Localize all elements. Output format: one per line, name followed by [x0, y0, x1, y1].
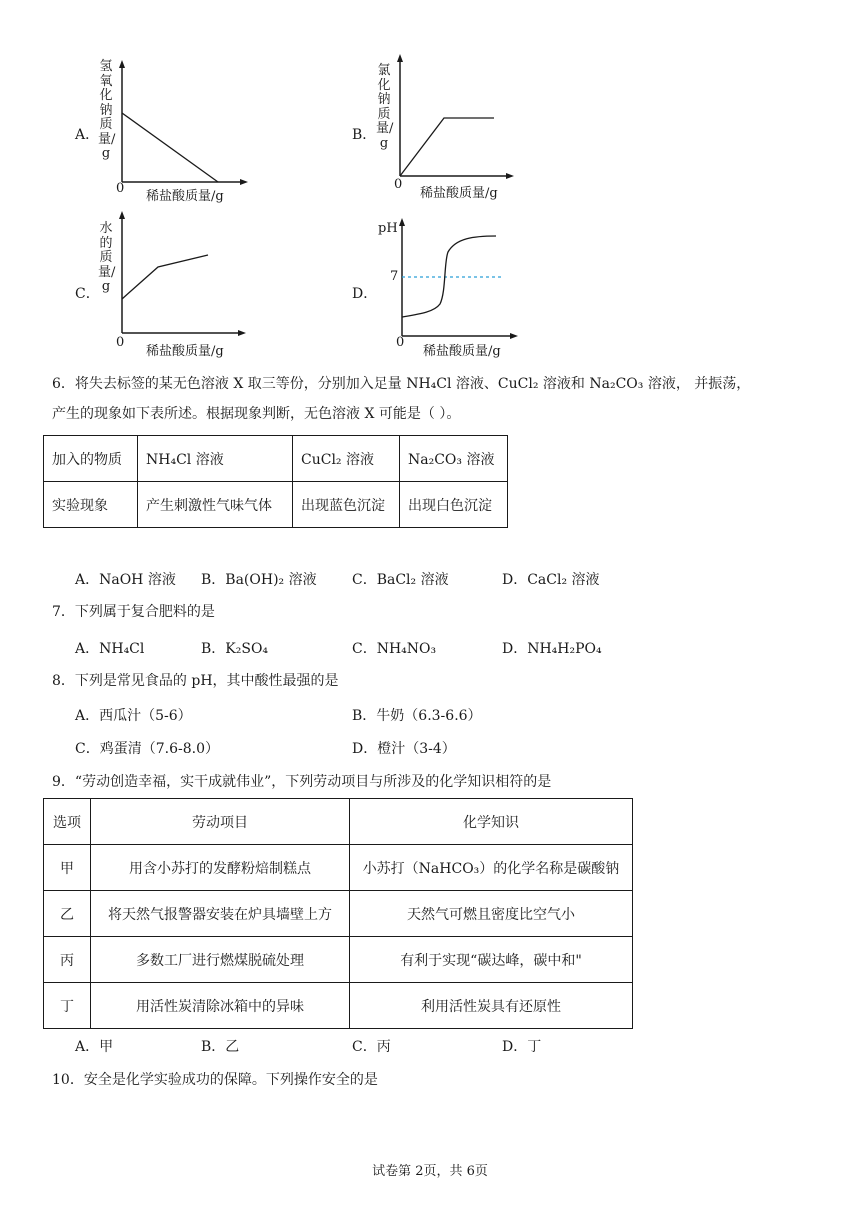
table-cell: 用含小苏打的发酵粉焙制糕点: [91, 845, 350, 891]
table-row: [44, 983, 633, 1029]
q9-option-c[interactable]: C．丙: [352, 1039, 391, 1055]
q6-table: [43, 435, 508, 528]
table-cell: 多数工厂进行燃煤脱硫处理: [91, 937, 350, 983]
table-row: [44, 799, 633, 845]
graph-b-xlabel: 稀盐酸质量/g: [420, 186, 498, 201]
table-cell: NH₄Cl 溶液: [138, 436, 293, 482]
graph-c-ylabel: 水的质量/g: [98, 221, 116, 294]
graph-d-xlabel: 稀盐酸质量/g: [423, 344, 501, 359]
table-cell: 甲: [44, 845, 91, 891]
table-cell: 产生刺激性气味气体: [138, 482, 293, 528]
graph-c-curve: [122, 255, 208, 299]
table-header: 选项: [44, 799, 91, 845]
table-cell: 实验现象: [44, 482, 138, 528]
q6-option-a[interactable]: A．NaOH 溶液: [75, 572, 176, 588]
table-header: 化学知识: [350, 799, 633, 845]
table-cell: 丁: [44, 983, 91, 1029]
option-a-letter: A．: [75, 127, 100, 143]
table-cell: 利用活性炭具有还原性: [350, 983, 633, 1029]
q7-option-c[interactable]: C．NH₄NO₃: [352, 641, 437, 657]
graph-d: [390, 212, 550, 352]
table-cell: 用活性炭清除冰箱中的异味: [91, 983, 350, 1029]
q9-option-d[interactable]: D．丁: [502, 1039, 542, 1055]
table-cell: Na₂CO₃ 溶液: [400, 436, 508, 482]
table-cell: CuCl₂ 溶液: [293, 436, 400, 482]
q6-stem-line1: 6．将失去标签的某无色溶液 X 取三等份，分别加入足量 NH₄Cl 溶液、CuCl₂ 溶液和 Na₂CO₃ 溶液， 并振荡，: [52, 376, 751, 392]
q9-option-b[interactable]: B．乙: [201, 1039, 240, 1055]
q9-table: [43, 798, 633, 1029]
table-cell: 丙: [44, 937, 91, 983]
q6-option-c[interactable]: C．BaCl₂ 溶液: [352, 572, 449, 588]
graph-a-xlabel: 稀盐酸质量/g: [146, 189, 224, 204]
option-d-letter: D．: [352, 286, 378, 302]
graph-d-ylabel: pH: [378, 221, 398, 236]
graph-a-origin: 0: [116, 181, 125, 196]
table-cell: 将天然气报警器安装在炉具墙壁上方: [91, 891, 350, 937]
table-row: [44, 937, 633, 983]
graph-a-ylabel: 氢氧化钠质量/g: [98, 59, 116, 161]
table-cell: 加入的物质: [44, 436, 138, 482]
graph-d-tick-7: 7: [390, 269, 399, 284]
table-cell: 乙: [44, 891, 91, 937]
option-c-letter: C．: [75, 286, 100, 302]
q6-option-b[interactable]: B．Ba(OH)₂ 溶液: [201, 572, 317, 588]
q7-option-b[interactable]: B．K₂SO₄: [201, 641, 269, 657]
q6-stem-line2: 产生的现象如下表所述。根据现象判断，无色溶液 X 可能是（ ）。: [52, 406, 461, 422]
table-row: [44, 845, 633, 891]
graph-a-curve: [122, 113, 218, 182]
graph-b-ylabel: 氯化钠质量/g: [376, 63, 394, 151]
q7-option-a[interactable]: A．NH₄Cl: [75, 641, 145, 657]
table-cell: 有利于实现“碳达峰，碳中和": [350, 937, 633, 983]
q9-stem: 9．“劳动创造幸福，实干成就伟业”，下列劳动项目与所涉及的化学知识相符的是: [52, 774, 552, 790]
table-cell: 出现蓝色沉淀: [293, 482, 400, 528]
graph-b: [388, 52, 548, 192]
table-cell: 小苏打（NaHCO₃）的化学名称是碳酸钠: [350, 845, 633, 891]
table-header: 劳动项目: [91, 799, 350, 845]
table-row: [44, 891, 633, 937]
page-footer: 试卷第 2页，共 6页: [372, 1164, 488, 1179]
graph-c-origin: 0: [116, 335, 125, 350]
q7-stem: 7．下列属于复合肥料的是: [52, 604, 215, 620]
option-b-letter: B．: [352, 127, 377, 143]
table-row: [44, 436, 508, 482]
q8-option-c[interactable]: C．鸡蛋清（7.6-8.0）: [75, 741, 219, 757]
q9-option-a[interactable]: A．甲: [75, 1039, 114, 1055]
q8-option-b[interactable]: B．牛奶（6.3-6.6）: [352, 708, 482, 724]
graph-d-origin: 0: [396, 335, 405, 350]
q8-option-a[interactable]: A．西瓜汁（5-6）: [75, 708, 192, 724]
table-cell: 天然气可燃且密度比空气小: [350, 891, 633, 937]
graph-c-xlabel: 稀盐酸质量/g: [146, 344, 224, 359]
table-row: [44, 482, 508, 528]
graph-c: [110, 209, 270, 349]
q10-stem: 10．安全是化学实验成功的保障。下列操作安全的是: [52, 1072, 378, 1088]
q6-option-d[interactable]: D．CaCl₂ 溶液: [502, 572, 600, 588]
q8-stem: 8．下列是常见食品的 pH，其中酸性最强的是: [52, 673, 339, 689]
table-cell: 出现白色沉淀: [400, 482, 508, 528]
graph-a: [110, 58, 270, 198]
q8-option-d[interactable]: D．橙汁（3-4）: [352, 741, 456, 757]
q7-option-d[interactable]: D．NH₄H₂PO₄: [502, 641, 602, 657]
graph-b-curve: [400, 118, 494, 176]
graph-b-origin: 0: [394, 177, 403, 192]
